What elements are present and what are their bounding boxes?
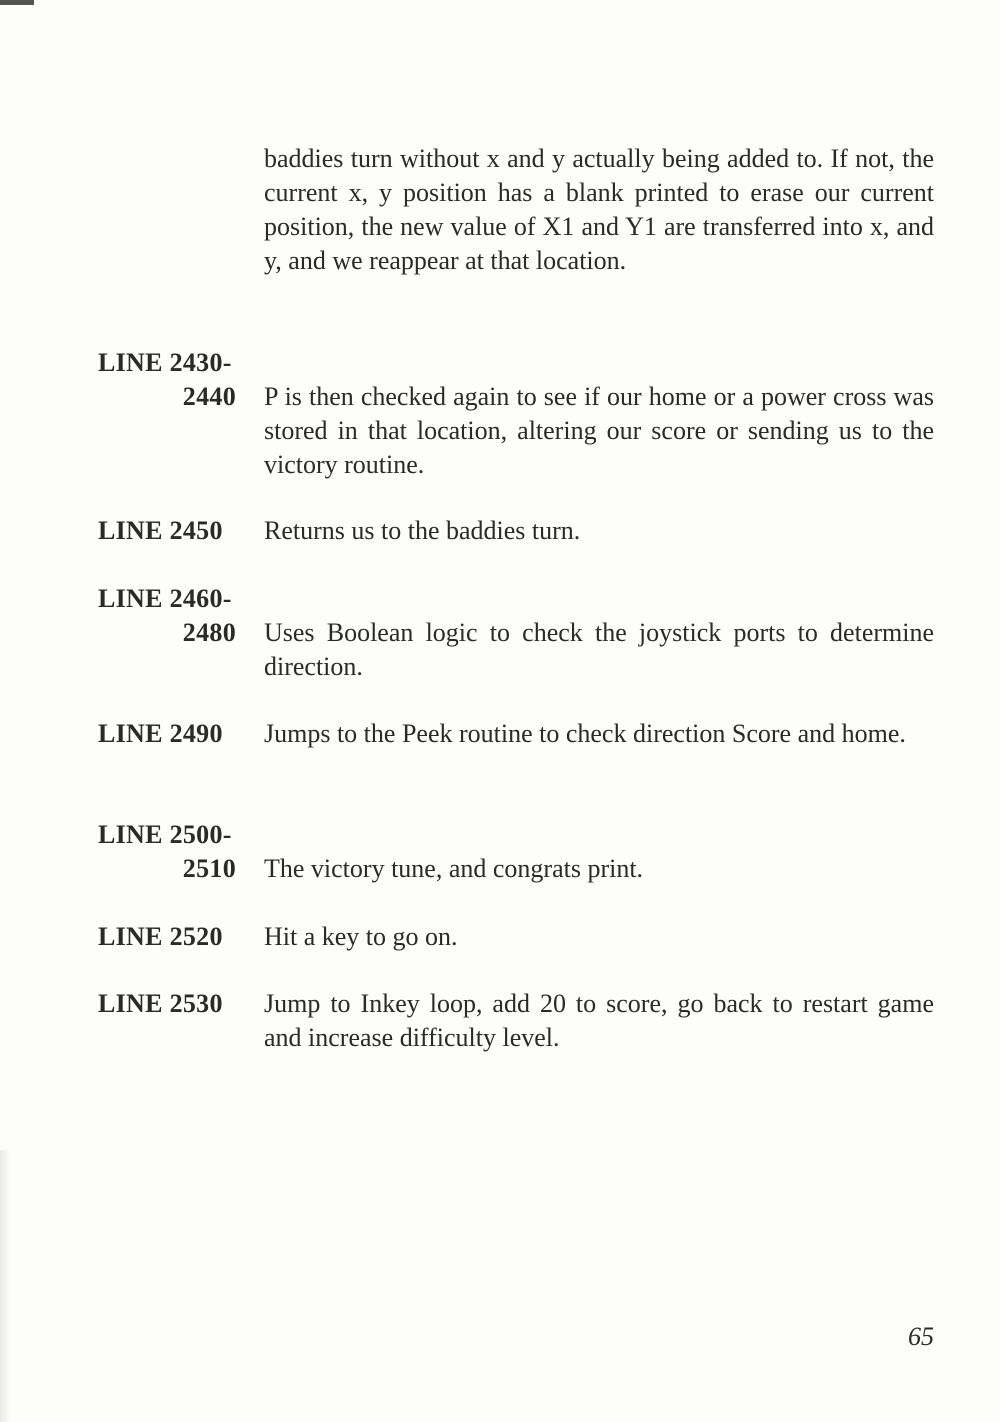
intro-paragraph: baddies turn without x and y actually being added to. If not, the current x, y position has a blank printed to erase our current position, the new value of X1 and Y1 are transferred into x, and y, and we reappear at that location. bbox=[264, 144, 934, 275]
line-label bbox=[98, 346, 236, 414]
line-label bbox=[98, 717, 236, 751]
line-description: Jumps to the Peek routine to check direction Score and home. bbox=[264, 719, 906, 748]
line-label-start: LINE 2450 bbox=[98, 516, 223, 545]
line-label-start: LINE 2500- bbox=[98, 820, 232, 849]
line-label-end: 2480 bbox=[182, 618, 236, 647]
page-edge-shadow bbox=[0, 1150, 10, 1422]
line-description: P is then checked again to see if our home or a power cross was stored in that location, altering our score or sending us to the victory routine. bbox=[264, 382, 934, 479]
line-label-start: LINE 2460- bbox=[98, 584, 232, 613]
page-number: 65 bbox=[908, 1322, 934, 1351]
line-label-start: LINE 2490 bbox=[98, 719, 223, 748]
line-label-start: LINE 2520 bbox=[98, 922, 223, 951]
line-label bbox=[98, 920, 236, 954]
line-label bbox=[98, 582, 236, 650]
line-label-end: 2510 bbox=[182, 854, 236, 883]
line-description: The victory tune, and congrats print. bbox=[264, 854, 644, 883]
line-description: Hit a key to go on. bbox=[264, 922, 458, 951]
line-label-start: LINE 2530 bbox=[98, 989, 223, 1018]
line-description: Jump to Inkey loop, add 20 to score, go back to restart game and increase difficulty level. bbox=[264, 989, 934, 1052]
line-label-start: LINE 2430- bbox=[98, 348, 232, 377]
line-label bbox=[98, 987, 236, 1021]
line-label bbox=[98, 818, 236, 886]
line-label-end: 2440 bbox=[182, 382, 236, 411]
line-description: Uses Boolean logic to check the joystick ports to determine direction. bbox=[264, 618, 934, 681]
scan-edge-mark bbox=[0, 0, 34, 5]
line-label bbox=[98, 514, 236, 548]
line-description: Returns us to the baddies turn. bbox=[264, 516, 581, 545]
